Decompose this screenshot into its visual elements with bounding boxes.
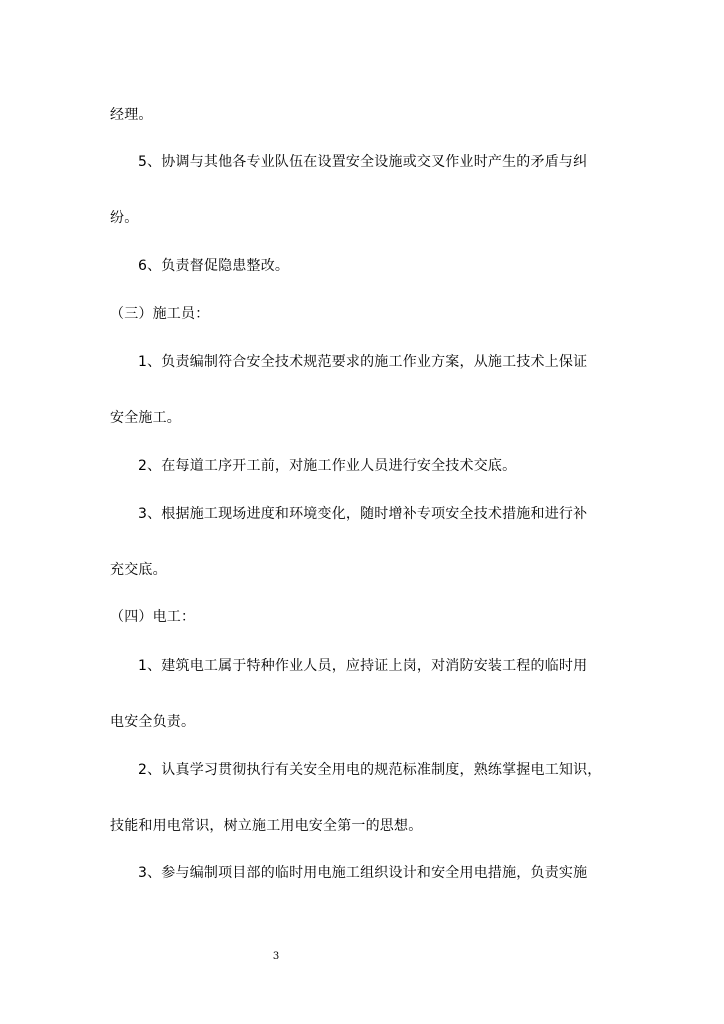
text-line-item-1: 1、建筑电工属于特种作业人员，应持证上岗，对消防安装工程的临时用	[138, 658, 588, 674]
text-line-continuation: 技能和用电常识，树立施工用电安全第一的思想。	[110, 818, 423, 834]
text-line-continuation: 电安全负责。	[110, 714, 196, 730]
page-number: 3	[272, 951, 280, 962]
text-line-item-6: 6、负责督促隐患整改。	[138, 258, 290, 274]
text-line-continuation: 充交底。	[110, 562, 167, 578]
text-line-continuation: 纷。	[110, 210, 139, 226]
text-line-continuation: 安全施工。	[110, 410, 181, 426]
text-line-item-3: 3、根据施工现场进度和环境变化，随时增补专项安全技术措施和进行补	[138, 506, 588, 522]
text-line-item-3: 3、参与编制项目部的临时用电施工组织设计和安全用电措施，负责实施	[138, 865, 588, 881]
section-heading-electrician: （四）电工：	[110, 609, 196, 625]
text-line-item-2: 2、认真学习贯彻执行有关安全用电的规范标准制度，熟练掌握电工知识，	[138, 762, 602, 778]
text-line-item-1: 1、负责编制符合安全技术规范要求的施工作业方案，从施工技术上保证	[138, 354, 588, 370]
text-line-item-2: 2、在每道工序开工前，对施工作业人员进行安全技术交底。	[138, 458, 517, 474]
section-heading-construction-staff: （三）施工员：	[110, 306, 210, 322]
text-line-continuation: 经理。	[110, 107, 153, 123]
text-line-item-5: 5、协调与其他各专业队伍在设置安全设施或交叉作业时产生的矛盾与纠	[138, 154, 588, 170]
